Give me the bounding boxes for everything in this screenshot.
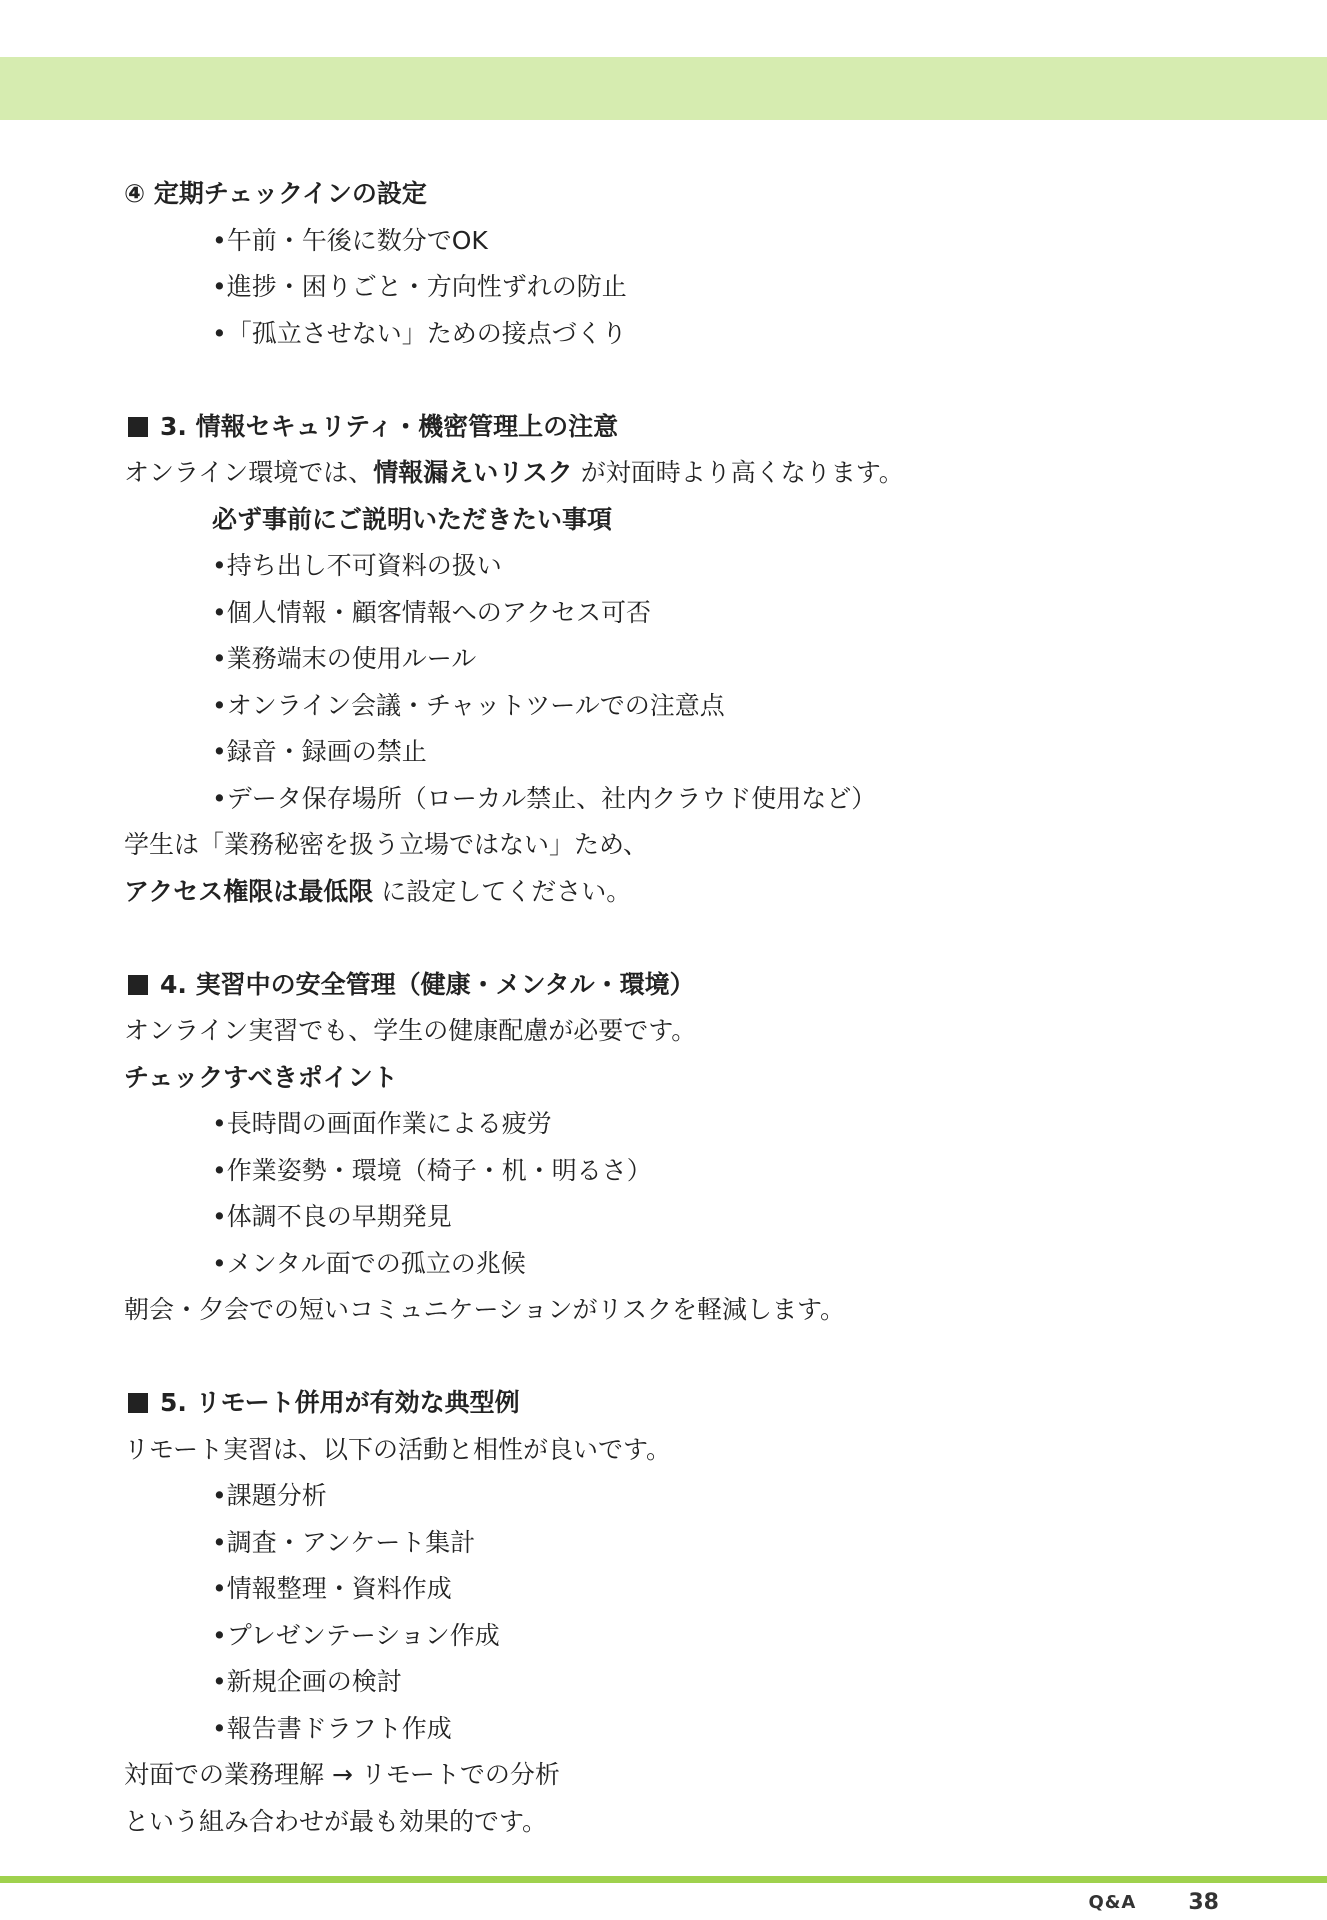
square-bullet-icon (128, 1393, 148, 1413)
header-band (0, 57, 1327, 120)
list-item: •午前・午後に数分でOK (212, 225, 488, 255)
section3-intro-pre: オンライン環境では、 (124, 458, 374, 487)
list-item: •作業姿勢・環境（椅子・机・明るさ） (212, 1155, 652, 1185)
spacer (124, 1334, 1224, 1381)
checkin-title: ④ 定期チェックインの設定 (124, 179, 427, 208)
section3-intro-post: が対面時より高くなります。 (572, 458, 904, 487)
list-item: •業務端末の使用ルール (212, 644, 477, 673)
list-item: •メンタル面での孤立の兆候 (212, 1248, 526, 1278)
section3-note-post: に設定してください。 (373, 876, 632, 906)
section3-subheading: 必ず事前にご説明いただきたい事項 (212, 504, 613, 534)
list-item: •データ保存場所（ローカル禁止、社内クラウド使用など） (212, 783, 877, 813)
list-item: •持ち出し不可資料の扱い (212, 551, 502, 580)
section5-intro: リモート実習は、以下の活動と相性が良いです。 (124, 1434, 672, 1464)
section3-heading (124, 404, 1224, 451)
list-item: •録音・録画の禁止 (212, 737, 427, 766)
section4-subheading: チェックすべきポイント (124, 1062, 398, 1092)
section5-note: という組み合わせが最も効果的です。 (124, 1806, 548, 1836)
page-footer (1088, 1884, 1219, 1920)
list-item: •課題分析 (212, 1481, 327, 1510)
section3-title: 3. 情報セキュリティ・機密管理上の注意 (160, 411, 619, 441)
list-item: •調査・アンケート集計 (212, 1527, 476, 1557)
spacer (124, 357, 1224, 404)
section4-heading (124, 962, 1224, 1009)
section3-intro (124, 450, 1224, 497)
list-item: •「孤立させない」ための接点づくり (212, 318, 627, 348)
section5-heading (124, 1380, 1224, 1427)
section5-note: 対面での業務理解 → リモートでの分析 (124, 1760, 560, 1789)
list-item: •新規企画の検討 (212, 1667, 402, 1696)
list-item: •情報整理・資料作成 (212, 1574, 452, 1603)
list-item: •長時間の画面作業による疲労 (212, 1109, 552, 1138)
list-item: •進捗・困りごと・方向性ずれの防止 (212, 272, 627, 301)
section4-title: 4. 実習中の安全管理（健康・メンタル・環境） (160, 969, 695, 999)
page-number: 38 (1188, 1889, 1219, 1915)
list-item: •オンライン会議・チャットツールでの注意点 (212, 690, 725, 720)
page-content (124, 171, 1224, 1845)
list-item: •体調不良の早期発見 (212, 1202, 452, 1231)
section5-title: 5. リモート併用が有効な典型例 (160, 1388, 520, 1417)
section3-note: 学生は「業務秘密を扱う立場ではない」ため、 (124, 830, 649, 859)
list-item: •個人情報・顧客情報へのアクセス可否 (212, 597, 651, 627)
list-item: •報告書ドラフト作成 (212, 1713, 452, 1743)
footer-section-label: Q&A (1088, 1891, 1137, 1913)
section3-note-bold: アクセス権限は最低限 (124, 876, 374, 906)
section3-note-emphasis (124, 869, 1224, 916)
square-bullet-icon (128, 975, 148, 995)
section4-note: 朝会・夕会での短いコミュニケーションがリスクを軽減します。 (124, 1295, 846, 1324)
section4-intro: オンライン実習でも、学生の健康配慮が必要です。 (124, 1016, 697, 1045)
list-item: •プレゼンテーション作成 (212, 1620, 500, 1650)
spacer (124, 915, 1224, 962)
section3-intro-bold: 情報漏えいリスク (373, 458, 573, 487)
square-bullet-icon (128, 417, 148, 437)
footer-rule (0, 1876, 1327, 1883)
